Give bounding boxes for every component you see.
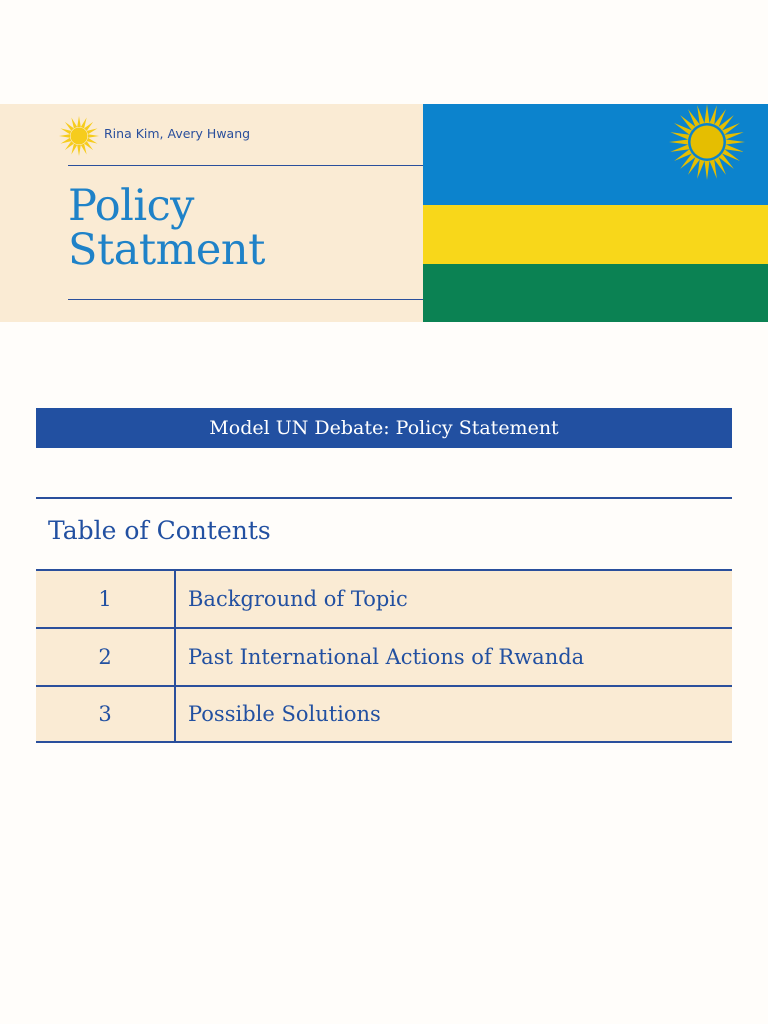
toc-row[interactable] (36, 569, 732, 627)
sun-icon (58, 115, 100, 157)
flag-yellow-band (423, 205, 768, 264)
toc-table (36, 569, 732, 743)
debate-banner: Model UN Debate: Policy Statement (36, 408, 732, 448)
header-divider-top (68, 165, 423, 166)
toc-row-number: 2 (36, 629, 176, 685)
toc-divider (36, 497, 732, 499)
header-divider-bottom (68, 299, 423, 300)
flag-sun-icon (659, 104, 755, 188)
page-title (68, 181, 408, 275)
rwanda-flag (423, 104, 768, 322)
title-line-2: Statment (68, 225, 265, 275)
toc-row-label: Possible Solutions (188, 702, 381, 726)
toc-row-label: Background of Topic (188, 587, 408, 611)
title-line-1: Policy (68, 181, 194, 231)
toc-row-number: 1 (36, 571, 176, 627)
toc-row-label: Past International Actions of Rwanda (188, 645, 585, 669)
toc-row-number: 3 (36, 687, 176, 741)
authors-text: Rina Kim, Avery Hwang (104, 126, 251, 141)
toc-heading: Table of Contents (48, 516, 271, 545)
toc-row[interactable] (36, 627, 732, 685)
flag-green-band (423, 264, 768, 322)
toc-row[interactable] (36, 685, 732, 743)
